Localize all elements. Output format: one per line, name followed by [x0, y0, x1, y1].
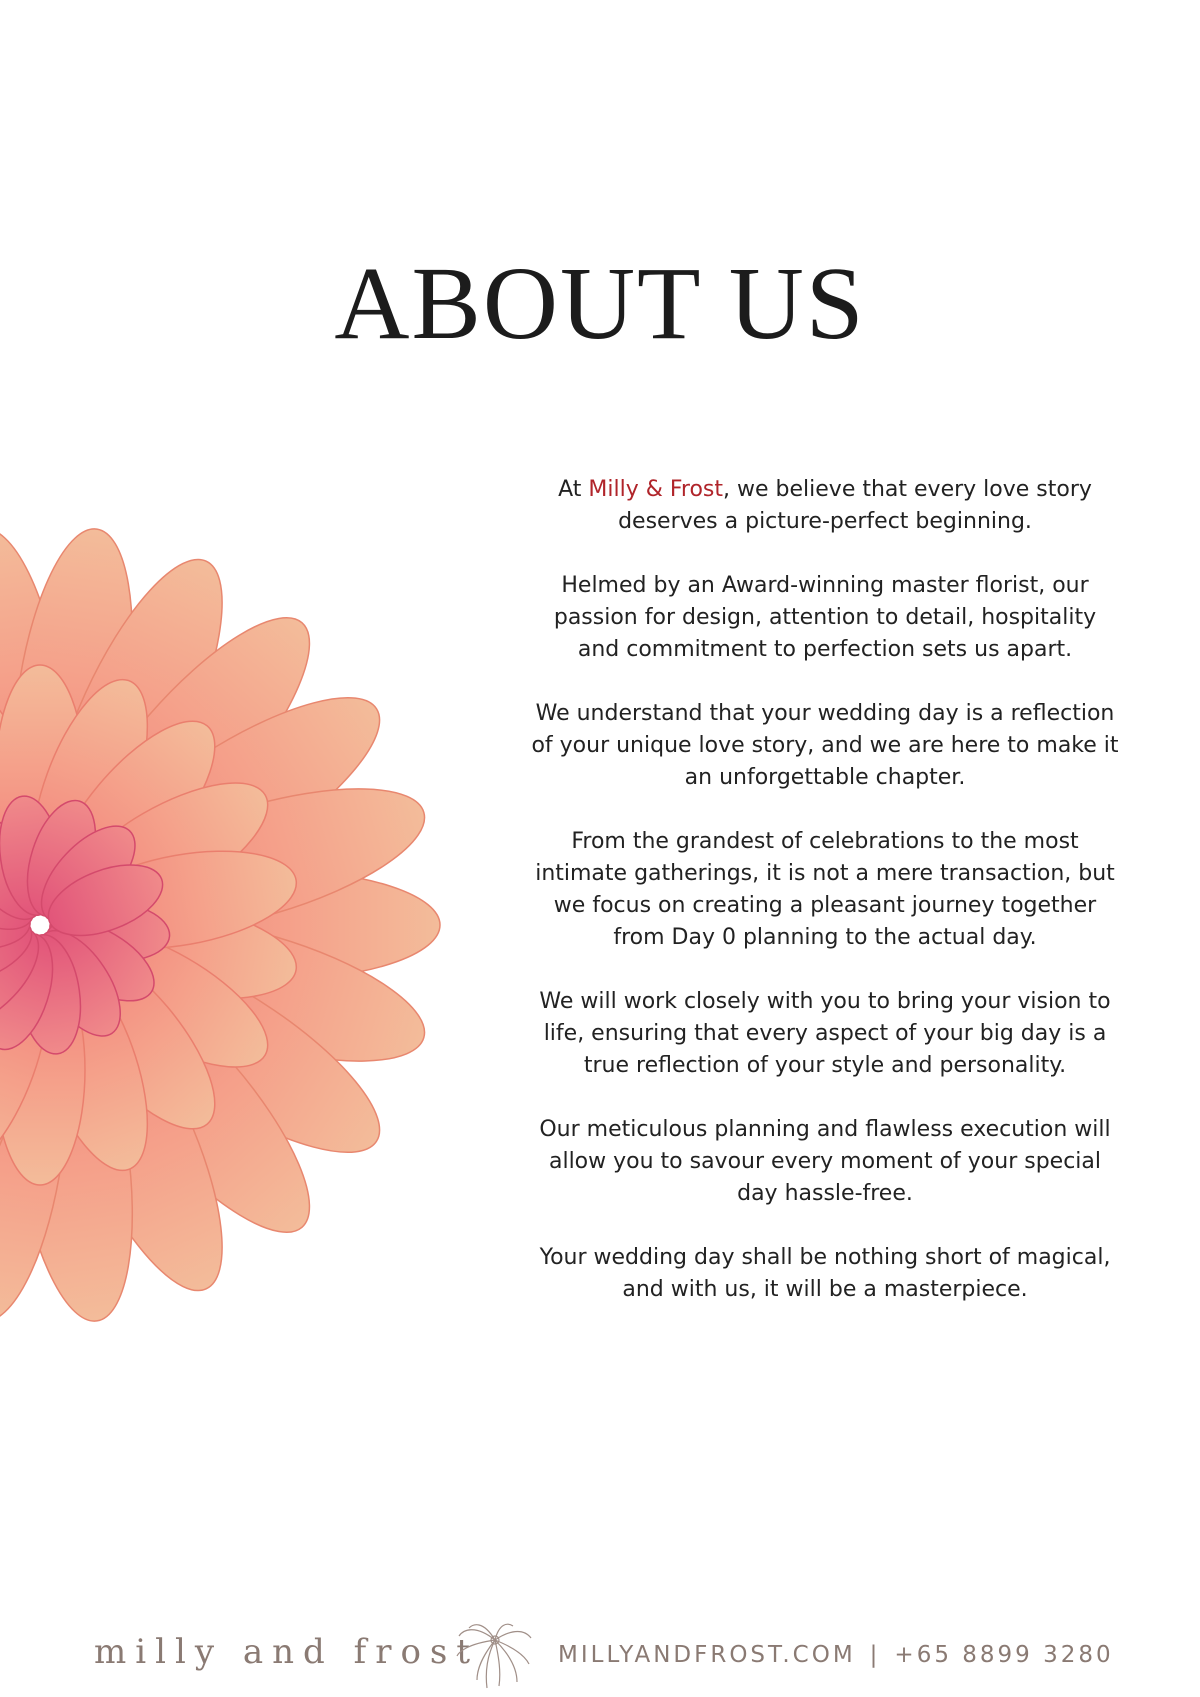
intro-paragraph: At Milly & Frost, we believe that every love story deserves a picture-perfect beginning.	[558, 477, 1092, 534]
paragraph-planning: Our meticulous planning and flawless execution will allow you to savour every moment of your special day hassle-free.	[539, 1117, 1111, 1206]
phone-number[interactable]: +65 8899 3280	[894, 1642, 1114, 1668]
brand-logo-text: milly and frost	[94, 1632, 480, 1672]
daisy-icon	[455, 1622, 535, 1690]
paragraph-florist: Helmed by an Award-winning master florist, our passion for design, attention to detail, hospitality and commitment to perfection sets us apart.	[553, 573, 1097, 662]
page-title: ABOUT US	[334, 246, 866, 361]
dahlia-flower-image	[0, 455, 470, 1400]
website-link[interactable]: MILLYANDFROST.COM	[558, 1642, 856, 1668]
paragraph-journey: From the grandest of celebrations to the most intimate gatherings, it is not a mere transaction, but we focus on creating a pleasant journey together from Day 0 planning to the actual day.	[535, 829, 1115, 950]
paragraph-love-story: We understand that your wedding day is a reflection of your unique love story, and we are here to make it an unforgettable chapter.	[531, 701, 1119, 790]
contact-info	[558, 1642, 1114, 1668]
footer	[0, 1630, 1200, 1690]
paragraph-vision: We will work closely with you to bring your vision to life, ensuring that every aspect of your big day is a true reflection of your style and personality.	[539, 989, 1111, 1078]
brand-name: Milly & Frost	[588, 477, 724, 502]
about-body	[530, 474, 1120, 1338]
paragraph-masterpiece: Your wedding day shall be nothing short of magical, and with us, it will be a masterpiece.	[539, 1245, 1111, 1302]
contact-separator: |	[869, 1642, 881, 1668]
